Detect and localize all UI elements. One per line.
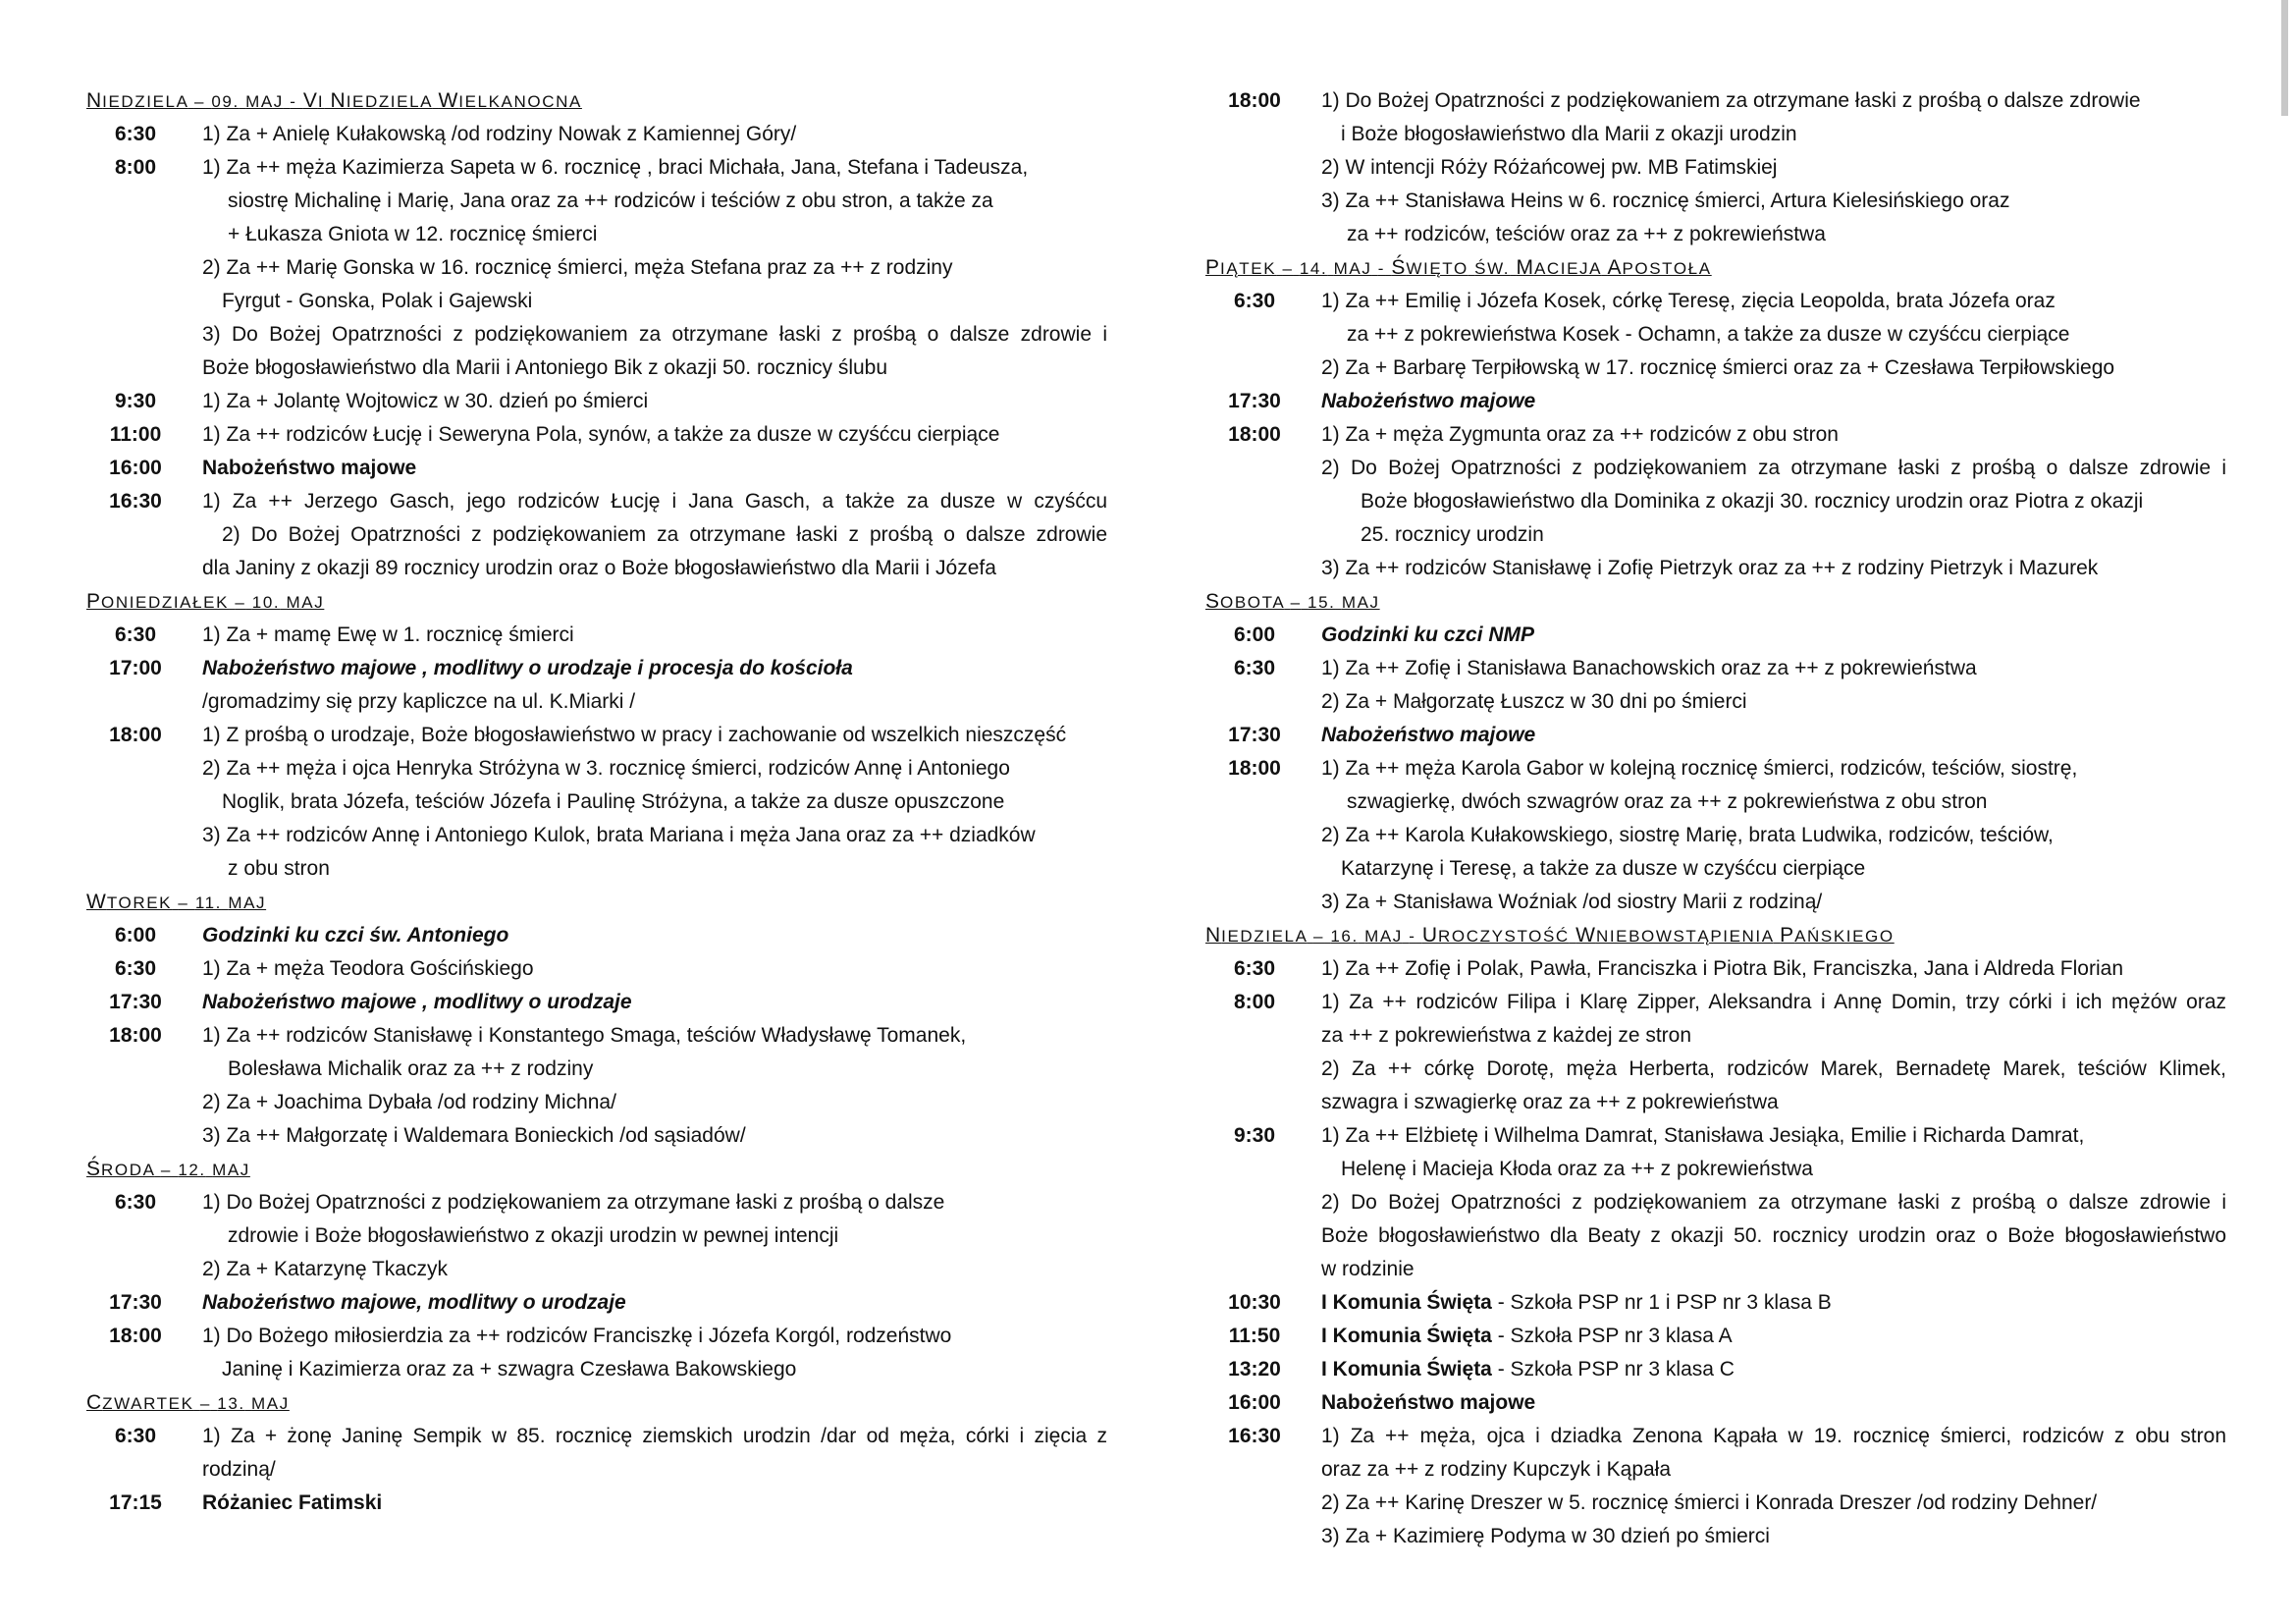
mass-entry bbox=[86, 385, 1107, 418]
mass-entry bbox=[1205, 652, 2226, 719]
mass-time: 6:30 bbox=[114, 123, 157, 145]
intention-line: 2) Za ++ Karola Kułakowskiego, siostrę Marię, brata Ludwika, rodziców, teściów, bbox=[1321, 824, 2054, 846]
mass-entry bbox=[1205, 1420, 2226, 1553]
mass-entry bbox=[86, 1186, 1107, 1286]
mass-entry bbox=[86, 485, 1107, 585]
intention-line: Janinę i Kazimierza oraz za + szwagra Czesława Bakowskiego bbox=[222, 1358, 797, 1380]
event-detail: - Szkoła PSP nr 3 klasa A bbox=[1491, 1325, 1733, 1347]
mass-time: 6:30 bbox=[114, 1191, 157, 1214]
mass-time: 9:30 bbox=[1233, 1124, 1276, 1147]
mass-entry bbox=[86, 1420, 1107, 1487]
intention-line: Helenę i Macieja Kłoda oraz za ++ z pokrewieństwa bbox=[1341, 1158, 1813, 1180]
intention-line: siostrę Michalinę i Marię, Jana oraz za ++ rodziców i teściów z obu stron, a także za bbox=[228, 189, 993, 212]
intention-line: Bolesława Michalik oraz za ++ z rodziny bbox=[228, 1057, 594, 1080]
intention-line: za ++ z pokrewieństwa Kosek - Ochamn, a także za dusze w czyśćcu cierpiące bbox=[1347, 323, 2070, 346]
intention-line: 1) Za + Jolantę Wojtowicz w 30. dzień po śmierci bbox=[202, 390, 649, 412]
mass-entry bbox=[86, 619, 1107, 652]
intention-line: szwagra i szwagierkę oraz za ++ z pokrewieństwa bbox=[1321, 1091, 1779, 1113]
mass-time: 16:30 bbox=[1228, 1425, 1281, 1447]
event-title: I Komunia Święta bbox=[1321, 1291, 1492, 1314]
intention-line: oraz za ++ z rodziny Kupczyk i Kąpała bbox=[1321, 1458, 1672, 1481]
intention-line: za ++ z pokrewieństwa z każdej ze stron bbox=[1321, 1024, 1692, 1047]
event-title: I Komunia Święta bbox=[1321, 1325, 1492, 1347]
mass-entry bbox=[1205, 385, 2226, 418]
intention-line: Nabożeństwo majowe , modlitwy o urodzaje bbox=[202, 991, 632, 1013]
intention-line: zdrowie i Boże błogosławieństwo z okazji urodzin w pewnej intencji bbox=[228, 1224, 839, 1247]
mass-time: 8:00 bbox=[114, 156, 157, 179]
intention-line: 1) Za ++ męża Karola Gabor w kolejną rocznicę śmierci, rodziców, teściów, siostrę, bbox=[1321, 757, 2078, 780]
mass-time: 6:00 bbox=[1233, 623, 1276, 646]
intention-line: /gromadzimy się przy kapliczce na ul. K.Miarki / bbox=[202, 690, 636, 713]
intention-line: 2) Do Bożej Opatrzności z podziękowaniem za otrzymane łaski z prośbą o dalsze zdrowie i bbox=[1321, 457, 2226, 479]
mass-entry bbox=[1205, 1119, 2226, 1286]
intention-line: Nabożeństwo majowe bbox=[1321, 1391, 1536, 1414]
intention-line: 3) Za ++ rodziców Stanisławę i Zofię Pietrzyk oraz za ++ z rodziny Pietrzyk i Mazurek bbox=[1321, 557, 2099, 579]
mass-time: 17:30 bbox=[109, 1291, 162, 1314]
intention-line: Różaniec Fatimski bbox=[202, 1491, 383, 1514]
mass-entry bbox=[86, 151, 1107, 385]
day-heading: ŚRODA – 12. MAJ bbox=[86, 1158, 250, 1180]
intention-line: 1) Do Bożej Opatrzności z podziękowaniem za otrzymane łaski z prośbą o dalsze bbox=[202, 1191, 945, 1214]
intention-line: 1) Za ++ Elżbietę i Wilhelma Damrat, Stanisława Jesiąka, Emilie i Richarda Damrat, bbox=[1321, 1124, 2085, 1147]
intention-line: szwagierkę, dwóch szwagrów oraz za ++ z pokrewieństwa z obu stron bbox=[1347, 790, 1988, 813]
intention-line: 2) Za + Joachima Dybała /od rodziny Michna/ bbox=[202, 1091, 616, 1113]
mass-entry bbox=[1205, 619, 2226, 652]
mass-time: 18:00 bbox=[1228, 423, 1281, 446]
mass-entry bbox=[1205, 1353, 2226, 1386]
mass-time: 17:15 bbox=[109, 1491, 162, 1514]
intention-line: Nabożeństwo majowe , modlitwy o urodzaje i procesja do kościoła bbox=[202, 657, 853, 679]
intention-line: za ++ rodziców, teściów oraz za ++ z pokrewieństwa bbox=[1347, 223, 1826, 245]
mass-entry bbox=[86, 452, 1107, 485]
mass-entry bbox=[86, 952, 1107, 986]
intention-line: 2) Za ++ córkę Dorotę, męża Herberta, rodziców Marek, Bernadetę Marek, teściów Klimek, bbox=[1321, 1057, 2226, 1080]
day-heading: PIĄTEK – 14. MAJ - ŚWIĘTO ŚW. MACIEJA APOSTOŁA bbox=[1205, 256, 1712, 279]
mass-time: 16:30 bbox=[109, 490, 162, 513]
intention-line: 2) Do Bożej Opatrzności z podziękowaniem za otrzymane łaski z prośbą o dalsze zdrowie bbox=[222, 523, 1107, 546]
intention-line: Nabożeństwo majowe bbox=[1321, 724, 1536, 746]
mass-time: 11:50 bbox=[1228, 1325, 1281, 1347]
mass-time: 17:30 bbox=[1228, 724, 1281, 746]
mass-time: 18:00 bbox=[109, 724, 162, 746]
mass-time: 9:30 bbox=[114, 390, 157, 412]
day-heading: SOBOTA – 15. MAJ bbox=[1205, 590, 1380, 613]
mass-entry bbox=[1205, 752, 2226, 919]
intention-line: 3) Za + Stanisława Woźniak /od siostry Marii z rodziną/ bbox=[1321, 891, 1823, 913]
intention-line: 1) Za ++ rodziców Łucję i Seweryna Pola, synów, a także za dusze w czyśćcu cierpiące bbox=[202, 423, 1000, 446]
mass-time: 18:00 bbox=[1228, 89, 1281, 112]
intention-line: 1) Za ++ Emilię i Józefa Kosek, córkę Teresę, zięcia Leopolda, brata Józefa oraz bbox=[1321, 290, 2056, 312]
intention-line: 3) Do Bożej Opatrzności z podziękowaniem za otrzymane łaski z prośbą o dalsze zdrowie i bbox=[202, 323, 1107, 346]
intention-line: Nabożeństwo majowe bbox=[202, 457, 417, 479]
mass-time: 8:00 bbox=[1233, 991, 1276, 1013]
intention-line: 3) Za ++ Małgorzatę i Waldemara Bonieckich /od sąsiadów/ bbox=[202, 1124, 746, 1147]
intention-line: Godzinki ku czci NMP bbox=[1321, 623, 1535, 646]
intention-line: 1) Za ++ Jerzego Gasch, jego rodziców Łucję i Jana Gasch, a także za dusze w czyśćcu bbox=[202, 490, 1107, 513]
event-detail: - Szkoła PSP nr 1 i PSP nr 3 klasa B bbox=[1491, 1291, 1832, 1314]
mass-time: 18:00 bbox=[1228, 757, 1281, 780]
event-title: I Komunia Święta bbox=[1321, 1358, 1492, 1380]
mass-time: 17:30 bbox=[109, 991, 162, 1013]
mass-entry bbox=[86, 418, 1107, 452]
intention-line: 1) Za + Anielę Kułakowską /od rodziny Nowak z Kamiennej Góry/ bbox=[202, 123, 797, 145]
intention-line: 1) Za ++ męża, ojca i dziadka Zenona Kąpała w 19. rocznicę śmierci, rodziców z obu stron bbox=[1321, 1425, 2226, 1447]
mass-entry bbox=[86, 118, 1107, 151]
intention-line: 1) Za + żonę Janinę Sempik w 85. rocznicę ziemskich urodzin /dar od męża, córki i zięcia z bbox=[202, 1425, 1107, 1447]
intention-line: 1) Za ++ Zofię i Polak, Pawła, Franciszka i Piotra Bik, Franciszka, Jana i Aldreda Florian bbox=[1321, 957, 2124, 980]
mass-time: 18:00 bbox=[109, 1325, 162, 1347]
intention-line: 2) W intencji Róży Różańcowej pw. MB Fatimskiej bbox=[1321, 156, 1778, 179]
intention-line: Nabożeństwo majowe, modlitwy o urodzaje bbox=[202, 1291, 626, 1314]
intention-line: dla Janiny z okazji 89 rocznicy urodzin oraz o Boże błogosławieństwo dla Marii i Józefa bbox=[202, 557, 996, 579]
intention-line: 3) Za ++ rodziców Annę i Antoniego Kulok, brata Mariana i męża Jana oraz za ++ dziadków bbox=[202, 824, 1036, 846]
mass-entry bbox=[1205, 1320, 2226, 1353]
intention-line: 1) Za ++ rodziców Stanisławę i Konstantego Smaga, teściów Władysławę Tomanek, bbox=[202, 1024, 967, 1047]
mass-entry bbox=[86, 652, 1107, 719]
mass-entry bbox=[86, 1487, 1107, 1520]
intention-line: 1) Z prośbą o urodzaje, Boże błogosławieństwo w pracy i zachowanie od wszelkich nieszczęść bbox=[202, 724, 1067, 746]
mass-entry bbox=[86, 986, 1107, 1019]
day-heading: CZWARTEK – 13. MAJ bbox=[86, 1391, 290, 1414]
day-heading: NIEDZIELA – 09. MAJ - VI NIEDZIELA WIELKANOCNA bbox=[86, 89, 582, 112]
mass-time: 6:00 bbox=[114, 924, 157, 947]
mass-time: 17:00 bbox=[109, 657, 162, 679]
intention-line: 2) Za + Katarzynę Tkaczyk bbox=[202, 1258, 448, 1280]
day-heading: PONIEDZIAŁEK – 10. MAJ bbox=[86, 590, 325, 613]
intention-line: 1) Za ++ rodziców Filipa i Klarę Zipper, Aleksandra i Annę Domin, trzy córki i ich mężów oraz bbox=[1321, 991, 2226, 1013]
intention-line: 2) Za ++ Karinę Dreszer w 5. rocznicę śmierci i Konrada Dreszer /od rodziny Dehner/ bbox=[1321, 1491, 2098, 1514]
intention-line: w rodzinie bbox=[1321, 1258, 1415, 1280]
intention-line: 2) Za + Barbarę Terpiłowską w 17. rocznicę śmierci oraz za + Czesława Terpiłowskiego bbox=[1321, 356, 2115, 379]
mass-entry bbox=[1205, 285, 2226, 385]
intention-line: Nabożeństwo majowe bbox=[1321, 390, 1536, 412]
event-line bbox=[1321, 1320, 2226, 1353]
mass-time: 6:30 bbox=[1233, 290, 1276, 312]
day-heading: NIEDZIELA – 16. MAJ - UROCZYSTOŚĆ WNIEBOWSTĄPIENIA PAŃSKIEGO bbox=[1205, 924, 1895, 947]
event-detail: - Szkoła PSP nr 3 klasa C bbox=[1491, 1358, 1735, 1380]
mass-entry bbox=[1205, 952, 2226, 986]
intention-line: 1) Za + mamę Ewę w 1. rocznicę śmierci bbox=[202, 623, 574, 646]
mass-entry bbox=[86, 719, 1107, 886]
intention-line: 1) Do Bożej Opatrzności z podziękowaniem za otrzymane łaski z prośbą o dalsze zdrowie bbox=[1321, 89, 2141, 112]
intention-line: + Łukasza Gniota w 12. rocznicę śmierci bbox=[228, 223, 598, 245]
mass-time: 17:30 bbox=[1228, 390, 1281, 412]
intention-line: 2) Do Bożej Opatrzności z podziękowaniem za otrzymane łaski z prośbą o dalsze zdrowie i bbox=[1321, 1191, 2226, 1214]
mass-entry bbox=[1205, 719, 2226, 752]
mass-time: 6:30 bbox=[1233, 957, 1276, 980]
intention-line: Boże błogosławieństwo dla Beaty z okazji 50. rocznicy urodzin oraz o Boże błogosławieństwo bbox=[1321, 1224, 2226, 1247]
mass-entry bbox=[1205, 1386, 2226, 1420]
event-line bbox=[1321, 1353, 2226, 1386]
intention-line: Boże błogosławieństwo dla Dominika z okazji 30. rocznicy urodzin oraz Piotra z okazji bbox=[1361, 490, 2144, 513]
mass-time: 16:00 bbox=[109, 457, 162, 479]
intention-line: 2) Za ++ męża i ojca Henryka Stróżyna w 3. rocznicę śmierci, rodziców Annę i Antoniego bbox=[202, 757, 1010, 780]
mass-entry bbox=[1205, 1286, 2226, 1320]
mass-time: 6:30 bbox=[114, 623, 157, 646]
right-column bbox=[1205, 84, 2226, 1553]
mass-time: 6:30 bbox=[1233, 657, 1276, 679]
intention-line: 3) Za + Kazimierę Podyma w 30 dzień po śmierci bbox=[1321, 1525, 1770, 1547]
intention-line: Godzinki ku czci św. Antoniego bbox=[202, 924, 509, 947]
intention-line: 1) Za + męża Zygmunta oraz za ++ rodziców z obu stron bbox=[1321, 423, 1839, 446]
intention-line: i Boże błogosławieństwo dla Marii z okazji urodzin bbox=[1341, 123, 1797, 145]
mass-time: 13:20 bbox=[1228, 1358, 1281, 1380]
intention-line: 1) Do Bożego miłosierdzia za ++ rodziców Franciszkę i Józefa Korgól, rodzeństwo bbox=[202, 1325, 952, 1347]
mass-entry bbox=[86, 1019, 1107, 1153]
intention-line: 1) Za ++ męża Kazimierza Sapeta w 6. rocznicę , braci Michała, Jana, Stefana i Tadeusza, bbox=[202, 156, 1029, 179]
mass-entry bbox=[86, 1286, 1107, 1320]
mass-time: 18:00 bbox=[109, 1024, 162, 1047]
intention-line: Noglik, brata Józefa, teściów Józefa i Paulinę Stróżyna, a także za dusze opuszczone bbox=[222, 790, 1005, 813]
intention-line: 25. rocznicy urodzin bbox=[1361, 523, 1544, 546]
intention-line: 2) Za ++ Marię Gonska w 16. rocznicę śmierci, męża Stefana praz za ++ z rodziny bbox=[202, 256, 953, 279]
mass-entry bbox=[86, 1320, 1107, 1386]
mass-entry bbox=[1205, 418, 2226, 585]
intention-line: Boże błogosławieństwo dla Marii i Antoniego Bik z okazji 50. rocznicy ślubu bbox=[202, 356, 888, 379]
mass-time: 10:30 bbox=[1228, 1291, 1281, 1314]
event-line bbox=[1321, 1286, 2226, 1320]
mass-time: 16:00 bbox=[1228, 1391, 1281, 1414]
mass-entry bbox=[86, 919, 1107, 952]
intention-line: Katarzynę i Teresę, a także za dusze w czyśćcu cierpiące bbox=[1341, 857, 1866, 880]
day-heading: WTOREK – 11. MAJ bbox=[86, 891, 267, 913]
scrollbar[interactable] bbox=[2281, 0, 2288, 116]
intention-line: 1) Za ++ Zofię i Stanisława Banachowskich oraz za ++ z pokrewieństwa bbox=[1321, 657, 1977, 679]
mass-entry bbox=[1205, 986, 2226, 1119]
mass-time: 6:30 bbox=[114, 957, 157, 980]
intention-line: 1) Za + męża Teodora Gościńskiego bbox=[202, 957, 534, 980]
left-column bbox=[86, 84, 1107, 1520]
mass-entry bbox=[1205, 84, 2226, 251]
intention-line: 2) Za + Małgorzatę Łuszcz w 30 dni po śmierci bbox=[1321, 690, 1747, 713]
intention-line: rodziną/ bbox=[202, 1458, 276, 1481]
intention-line: z obu stron bbox=[228, 857, 330, 880]
mass-time: 11:00 bbox=[109, 423, 162, 446]
intention-line: 3) Za ++ Stanisława Heins w 6. rocznicę śmierci, Artura Kielesińskiego oraz bbox=[1321, 189, 2010, 212]
mass-time: 6:30 bbox=[114, 1425, 157, 1447]
intention-line: Fyrgut - Gonska, Polak i Gajewski bbox=[222, 290, 533, 312]
